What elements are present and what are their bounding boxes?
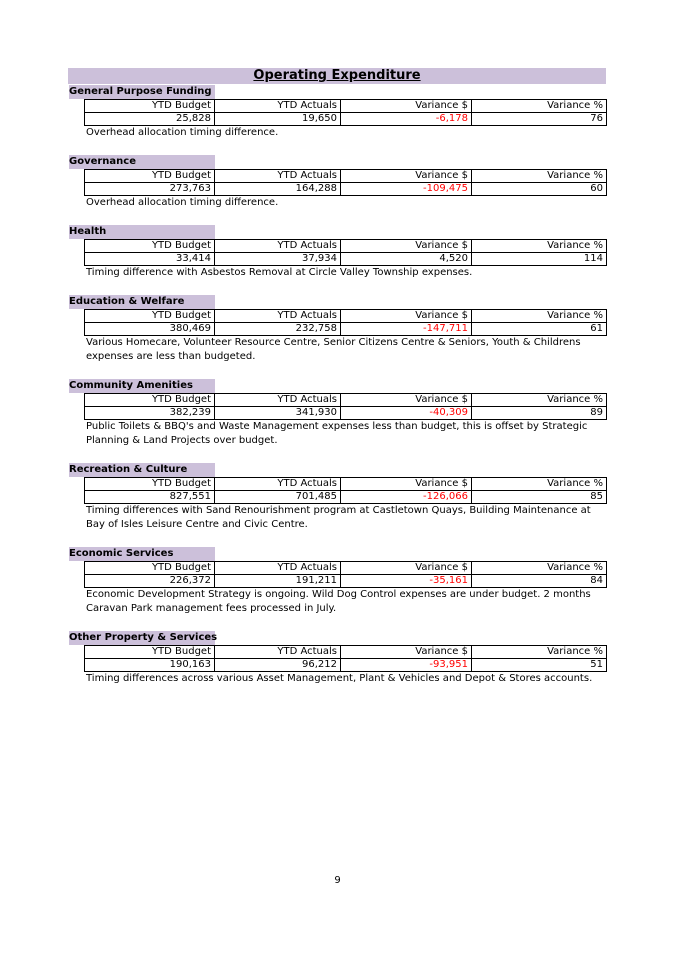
header-ytd-actuals: YTD Actuals	[215, 646, 341, 659]
section-heading: Economic Services	[69, 547, 215, 561]
variance-note: Various Homecare, Volunteer Resource Centre, Senior Citizens Centre & Seniors, Youth & Childrens expenses are less than budgeted.	[86, 337, 581, 362]
section-heading: Recreation & Culture	[69, 463, 215, 477]
ytd-budget-value: 380,469	[85, 323, 215, 336]
header-variance-percent: Variance %	[472, 646, 607, 659]
variance-percent-value: 51	[472, 659, 607, 672]
variance-table	[84, 99, 607, 126]
header-variance-percent: Variance %	[472, 170, 607, 183]
variance-percent-value: 114	[472, 253, 607, 266]
section-general-purpose-funding	[68, 85, 606, 140]
variance-amount-value: -147,711	[341, 323, 472, 336]
header-ytd-actuals: YTD Actuals	[215, 562, 341, 575]
variance-note: Economic Development Strategy is ongoing. Wild Dog Control expenses are under budget. 2 months Caravan Park management fees processed in July.	[86, 589, 591, 614]
header-variance-percent: Variance %	[472, 562, 607, 575]
header-variance-percent: Variance %	[472, 394, 607, 407]
table-header-row	[85, 562, 607, 575]
page-number: 9	[334, 875, 341, 886]
header-variance-amount: Variance $	[341, 170, 472, 183]
variance-amount-value: -35,161	[341, 575, 472, 588]
ytd-actuals-value: 19,650	[215, 113, 341, 126]
header-variance-percent: Variance %	[472, 240, 607, 253]
variance-percent-value: 89	[472, 407, 607, 420]
header-ytd-budget: YTD Budget	[85, 170, 215, 183]
section-health	[68, 225, 606, 280]
section-community-amenities	[68, 379, 606, 448]
variance-amount-value: 4,520	[341, 253, 472, 266]
variance-percent-value: 84	[472, 575, 607, 588]
table-row	[85, 183, 607, 196]
variance-percent-value: 76	[472, 113, 607, 126]
variance-percent-value: 85	[472, 491, 607, 504]
header-ytd-budget: YTD Budget	[85, 646, 215, 659]
ytd-actuals-value: 701,485	[215, 491, 341, 504]
header-variance-amount: Variance $	[341, 478, 472, 491]
ytd-actuals-value: 37,934	[215, 253, 341, 266]
variance-table	[84, 477, 607, 504]
section-governance	[68, 155, 606, 210]
section-heading: General Purpose Funding	[69, 85, 215, 99]
variance-table	[84, 169, 607, 196]
variance-note: Timing difference with Asbestos Removal at Circle Valley Township expenses.	[86, 267, 473, 278]
table-header-row	[85, 394, 607, 407]
header-ytd-actuals: YTD Actuals	[215, 170, 341, 183]
header-variance-percent: Variance %	[472, 310, 607, 323]
ytd-actuals-value: 164,288	[215, 183, 341, 196]
header-ytd-budget: YTD Budget	[85, 478, 215, 491]
variance-table	[84, 561, 607, 588]
header-variance-percent: Variance %	[472, 478, 607, 491]
table-row	[85, 491, 607, 504]
header-variance-amount: Variance $	[341, 310, 472, 323]
variance-table	[84, 393, 607, 420]
ytd-actuals-value: 96,212	[215, 659, 341, 672]
table-header-row	[85, 100, 607, 113]
variance-amount-value: -126,066	[341, 491, 472, 504]
variance-amount-value: -40,309	[341, 407, 472, 420]
section-heading: Education & Welfare	[69, 295, 215, 309]
ytd-budget-value: 226,372	[85, 575, 215, 588]
table-header-row	[85, 240, 607, 253]
header-ytd-actuals: YTD Actuals	[215, 478, 341, 491]
header-ytd-budget: YTD Budget	[85, 310, 215, 323]
header-ytd-actuals: YTD Actuals	[215, 310, 341, 323]
ytd-budget-value: 190,163	[85, 659, 215, 672]
table-header-row	[85, 310, 607, 323]
variance-percent-value: 60	[472, 183, 607, 196]
table-header-row	[85, 170, 607, 183]
header-variance-amount: Variance $	[341, 100, 472, 113]
table-row	[85, 407, 607, 420]
header-variance-amount: Variance $	[341, 646, 472, 659]
table-header-row	[85, 646, 607, 659]
variance-note: Overhead allocation timing difference.	[86, 127, 279, 138]
page-title: Operating Expenditure	[68, 68, 606, 84]
variance-amount-value: -6,178	[341, 113, 472, 126]
variance-note: Timing differences with Sand Renourishment program at Castletown Quays, Building Maintenance at Bay of Isles Leisure Centre and Civic Centre.	[86, 505, 591, 530]
table-row	[85, 323, 607, 336]
header-variance-amount: Variance $	[341, 240, 472, 253]
variance-amount-value: -93,951	[341, 659, 472, 672]
table-row	[85, 659, 607, 672]
ytd-actuals-value: 232,758	[215, 323, 341, 336]
variance-table	[84, 645, 607, 672]
header-variance-amount: Variance $	[341, 394, 472, 407]
table-header-row	[85, 478, 607, 491]
section-heading: Governance	[69, 155, 215, 169]
section-education-welfare	[68, 295, 606, 364]
header-ytd-actuals: YTD Actuals	[215, 394, 341, 407]
header-ytd-actuals: YTD Actuals	[215, 100, 341, 113]
header-variance-percent: Variance %	[472, 100, 607, 113]
section-heading: Health	[69, 225, 215, 239]
section-heading: Other Property & Services	[69, 632, 218, 643]
ytd-budget-value: 827,551	[85, 491, 215, 504]
variance-note: Timing differences across various Asset Management, Plant & Vehicles and Depot & Stores accounts.	[86, 673, 593, 684]
variance-note: Public Toilets & BBQ's and Waste Management expenses less than budget, this is offset by Strategic Planning & Land Projects over budget.	[86, 421, 588, 446]
header-ytd-budget: YTD Budget	[85, 240, 215, 253]
header-ytd-budget: YTD Budget	[85, 394, 215, 407]
ytd-budget-value: 273,763	[85, 183, 215, 196]
ytd-budget-value: 25,828	[85, 113, 215, 126]
variance-note: Overhead allocation timing difference.	[86, 197, 279, 208]
header-ytd-budget: YTD Budget	[85, 562, 215, 575]
section-heading: Community Amenities	[69, 379, 215, 393]
header-ytd-budget: YTD Budget	[85, 100, 215, 113]
section-other-property-services	[68, 631, 606, 686]
section-economic-services	[68, 547, 606, 616]
variance-amount-value: -109,475	[341, 183, 472, 196]
ytd-actuals-value: 341,930	[215, 407, 341, 420]
table-row	[85, 253, 607, 266]
table-row	[85, 113, 607, 126]
variance-percent-value: 61	[472, 323, 607, 336]
header-ytd-actuals: YTD Actuals	[215, 240, 341, 253]
header-variance-amount: Variance $	[341, 562, 472, 575]
table-row	[85, 575, 607, 588]
ytd-budget-value: 33,414	[85, 253, 215, 266]
ytd-budget-value: 382,239	[85, 407, 215, 420]
variance-table	[84, 239, 607, 266]
section-recreation-culture	[68, 463, 606, 532]
ytd-actuals-value: 191,211	[215, 575, 341, 588]
variance-table	[84, 309, 607, 336]
